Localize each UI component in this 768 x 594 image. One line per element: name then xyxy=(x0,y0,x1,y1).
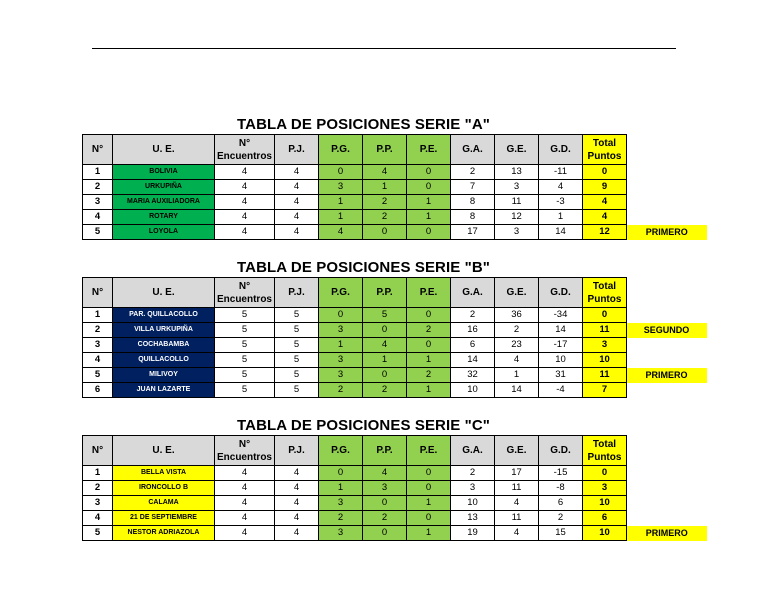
cell-n: 4 xyxy=(83,353,113,368)
table-header-row xyxy=(83,436,707,466)
cell-ga: 14 xyxy=(451,353,495,368)
cell-pe: 0 xyxy=(407,165,451,180)
cell-pg: 3 xyxy=(319,526,363,541)
table-row xyxy=(83,466,707,481)
table-row xyxy=(83,353,707,368)
cell-pe: 1 xyxy=(407,210,451,225)
cell-pg: 1 xyxy=(319,481,363,496)
cell-enc: 4 xyxy=(215,165,275,180)
cell-pg: 0 xyxy=(319,308,363,323)
cell-pp: 4 xyxy=(363,338,407,353)
top-rule xyxy=(92,48,676,49)
cell-pj: 4 xyxy=(275,210,319,225)
table-row xyxy=(83,383,707,398)
table-row xyxy=(83,368,707,383)
column-header-ue: U. E. xyxy=(113,436,215,466)
column-header-gd: G.D. xyxy=(539,436,583,466)
table-row xyxy=(83,526,707,541)
cell-pe: 1 xyxy=(407,383,451,398)
cell-ga: 7 xyxy=(451,180,495,195)
cell-gd: -17 xyxy=(539,338,583,353)
cell-gd: 14 xyxy=(539,225,583,240)
series-b-section xyxy=(82,258,722,398)
position-note xyxy=(627,496,707,511)
cell-total: 7 xyxy=(583,383,627,398)
cell-gd: 1 xyxy=(539,210,583,225)
cell-ge: 11 xyxy=(495,511,539,526)
table-row xyxy=(83,511,707,526)
cell-enc: 4 xyxy=(215,466,275,481)
cell-ue: QUILLACOLLO xyxy=(113,353,215,368)
cell-ue: BELLA VISTA xyxy=(113,466,215,481)
cell-ue: IRONCOLLO B xyxy=(113,481,215,496)
cell-enc: 4 xyxy=(215,195,275,210)
position-note xyxy=(627,165,707,180)
cell-ue: 21 DE SEPTIEMBRE xyxy=(113,511,215,526)
table-header-row xyxy=(83,135,707,165)
cell-pp: 4 xyxy=(363,466,407,481)
cell-pj: 5 xyxy=(275,323,319,338)
position-note xyxy=(627,481,707,496)
cell-gd: -4 xyxy=(539,383,583,398)
column-header-enc: N° Encuentros xyxy=(215,436,275,466)
cell-pg: 3 xyxy=(319,496,363,511)
series-c-title: TABLA DE POSICIONES SERIE "C" xyxy=(237,417,490,434)
column-header-n: N° xyxy=(83,135,113,165)
cell-n: 4 xyxy=(83,210,113,225)
cell-enc: 4 xyxy=(215,210,275,225)
cell-pe: 0 xyxy=(407,308,451,323)
cell-pe: 2 xyxy=(407,368,451,383)
series-b-title: TABLA DE POSICIONES SERIE "B" xyxy=(237,259,490,276)
table-row xyxy=(83,496,707,511)
cell-pg: 3 xyxy=(319,353,363,368)
cell-pp: 2 xyxy=(363,383,407,398)
cell-pg: 3 xyxy=(319,180,363,195)
standings-table-b xyxy=(82,277,707,398)
cell-ge: 11 xyxy=(495,481,539,496)
standings-table-a xyxy=(82,134,707,240)
cell-enc: 5 xyxy=(215,338,275,353)
cell-ga: 13 xyxy=(451,511,495,526)
column-header-total: Total Puntos xyxy=(583,135,627,165)
cell-pp: 2 xyxy=(363,210,407,225)
position-note: PRIMERO xyxy=(627,368,707,383)
cell-pe: 0 xyxy=(407,338,451,353)
cell-gd: -3 xyxy=(539,195,583,210)
cell-ge: 12 xyxy=(495,210,539,225)
column-header-pj: P.J. xyxy=(275,278,319,308)
column-header-ge: G.E. xyxy=(495,135,539,165)
cell-total: 0 xyxy=(583,466,627,481)
cell-pj: 4 xyxy=(275,526,319,541)
cell-ga: 2 xyxy=(451,308,495,323)
column-header-pj: P.J. xyxy=(275,135,319,165)
cell-ga: 6 xyxy=(451,338,495,353)
cell-n: 3 xyxy=(83,195,113,210)
cell-n: 2 xyxy=(83,323,113,338)
cell-ue: CALAMA xyxy=(113,496,215,511)
column-header-ue: U. E. xyxy=(113,135,215,165)
cell-pg: 1 xyxy=(319,195,363,210)
cell-pe: 0 xyxy=(407,466,451,481)
cell-enc: 4 xyxy=(215,496,275,511)
cell-pe: 1 xyxy=(407,526,451,541)
column-header-ga: G.A. xyxy=(451,135,495,165)
column-header-enc: N° Encuentros xyxy=(215,135,275,165)
column-header-pp: P.P. xyxy=(363,436,407,466)
position-note xyxy=(627,338,707,353)
cell-total: 6 xyxy=(583,511,627,526)
cell-pj: 5 xyxy=(275,338,319,353)
cell-ga: 8 xyxy=(451,195,495,210)
position-note xyxy=(627,511,707,526)
cell-pp: 5 xyxy=(363,308,407,323)
column-header-pe: P.E. xyxy=(407,436,451,466)
column-header-pg: P.G. xyxy=(319,278,363,308)
cell-ge: 13 xyxy=(495,165,539,180)
cell-pe: 1 xyxy=(407,496,451,511)
cell-pj: 4 xyxy=(275,180,319,195)
cell-total: 4 xyxy=(583,195,627,210)
cell-total: 11 xyxy=(583,323,627,338)
series-c-section xyxy=(82,416,722,541)
cell-ue: NESTOR ADRIAZOLA xyxy=(113,526,215,541)
position-note xyxy=(627,195,707,210)
cell-ge: 11 xyxy=(495,195,539,210)
cell-total: 0 xyxy=(583,165,627,180)
cell-ue: ROTARY xyxy=(113,210,215,225)
cell-enc: 4 xyxy=(215,481,275,496)
table-row xyxy=(83,165,707,180)
cell-ge: 23 xyxy=(495,338,539,353)
column-header-pg: P.G. xyxy=(319,135,363,165)
cell-enc: 4 xyxy=(215,526,275,541)
cell-n: 3 xyxy=(83,338,113,353)
position-note xyxy=(627,466,707,481)
cell-n: 5 xyxy=(83,225,113,240)
cell-n: 5 xyxy=(83,526,113,541)
cell-enc: 5 xyxy=(215,353,275,368)
cell-gd: 4 xyxy=(539,180,583,195)
cell-pp: 0 xyxy=(363,496,407,511)
cell-pj: 5 xyxy=(275,353,319,368)
cell-ga: 17 xyxy=(451,225,495,240)
cell-gd: 14 xyxy=(539,323,583,338)
position-note: PRIMERO xyxy=(627,526,707,541)
cell-pp: 1 xyxy=(363,353,407,368)
cell-ge: 3 xyxy=(495,180,539,195)
cell-pg: 2 xyxy=(319,511,363,526)
cell-pj: 4 xyxy=(275,496,319,511)
cell-pe: 1 xyxy=(407,353,451,368)
cell-enc: 5 xyxy=(215,308,275,323)
cell-n: 4 xyxy=(83,511,113,526)
cell-total: 10 xyxy=(583,496,627,511)
column-header-n: N° xyxy=(83,436,113,466)
column-header-ga: G.A. xyxy=(451,278,495,308)
cell-enc: 4 xyxy=(215,511,275,526)
cell-n: 1 xyxy=(83,165,113,180)
cell-total: 0 xyxy=(583,308,627,323)
position-note xyxy=(627,383,707,398)
cell-pj: 5 xyxy=(275,368,319,383)
cell-ga: 10 xyxy=(451,496,495,511)
cell-pj: 5 xyxy=(275,308,319,323)
cell-pg: 2 xyxy=(319,383,363,398)
cell-gd: 2 xyxy=(539,511,583,526)
cell-ga: 32 xyxy=(451,368,495,383)
cell-pg: 1 xyxy=(319,210,363,225)
note-header-spacer xyxy=(627,135,707,165)
cell-gd: -34 xyxy=(539,308,583,323)
cell-total: 3 xyxy=(583,338,627,353)
cell-total: 3 xyxy=(583,481,627,496)
cell-ga: 2 xyxy=(451,466,495,481)
cell-pp: 2 xyxy=(363,511,407,526)
column-header-n: N° xyxy=(83,278,113,308)
cell-total: 10 xyxy=(583,353,627,368)
cell-pe: 0 xyxy=(407,225,451,240)
column-header-pg: P.G. xyxy=(319,436,363,466)
position-note xyxy=(627,210,707,225)
cell-ge: 2 xyxy=(495,323,539,338)
table-row xyxy=(83,308,707,323)
cell-pj: 4 xyxy=(275,466,319,481)
standings-table-c xyxy=(82,435,707,541)
column-header-ge: G.E. xyxy=(495,278,539,308)
cell-ge: 17 xyxy=(495,466,539,481)
cell-pg: 0 xyxy=(319,165,363,180)
column-header-pe: P.E. xyxy=(407,135,451,165)
cell-ue: JUAN LAZARTE xyxy=(113,383,215,398)
cell-enc: 5 xyxy=(215,323,275,338)
cell-pp: 1 xyxy=(363,180,407,195)
cell-ga: 19 xyxy=(451,526,495,541)
cell-total: 11 xyxy=(583,368,627,383)
cell-pj: 4 xyxy=(275,511,319,526)
cell-ue: MILIVOY xyxy=(113,368,215,383)
column-header-ge: G.E. xyxy=(495,436,539,466)
cell-total: 4 xyxy=(583,210,627,225)
position-note xyxy=(627,180,707,195)
table-row xyxy=(83,323,707,338)
series-a-section xyxy=(82,115,722,240)
column-header-ue: U. E. xyxy=(113,278,215,308)
cell-ga: 8 xyxy=(451,210,495,225)
cell-ue: BOLIVIA xyxy=(113,165,215,180)
cell-pj: 4 xyxy=(275,225,319,240)
cell-ge: 4 xyxy=(495,526,539,541)
cell-pe: 1 xyxy=(407,195,451,210)
cell-ge: 1 xyxy=(495,368,539,383)
cell-gd: 6 xyxy=(539,496,583,511)
cell-pe: 0 xyxy=(407,481,451,496)
cell-ga: 2 xyxy=(451,165,495,180)
cell-pe: 0 xyxy=(407,180,451,195)
cell-n: 2 xyxy=(83,481,113,496)
cell-total: 12 xyxy=(583,225,627,240)
cell-ge: 36 xyxy=(495,308,539,323)
cell-pg: 3 xyxy=(319,323,363,338)
cell-pj: 4 xyxy=(275,481,319,496)
table-header-row xyxy=(83,278,707,308)
cell-n: 1 xyxy=(83,308,113,323)
cell-enc: 5 xyxy=(215,383,275,398)
note-header-spacer xyxy=(627,278,707,308)
table-row xyxy=(83,225,707,240)
column-header-pp: P.P. xyxy=(363,278,407,308)
position-note xyxy=(627,353,707,368)
cell-ue: VILLA URKUPIÑA xyxy=(113,323,215,338)
cell-ga: 10 xyxy=(451,383,495,398)
table-row xyxy=(83,338,707,353)
column-header-pp: P.P. xyxy=(363,135,407,165)
cell-ga: 16 xyxy=(451,323,495,338)
cell-pp: 0 xyxy=(363,225,407,240)
cell-gd: -11 xyxy=(539,165,583,180)
column-header-pe: P.E. xyxy=(407,278,451,308)
cell-pp: 0 xyxy=(363,526,407,541)
column-header-total: Total Puntos xyxy=(583,436,627,466)
cell-ge: 14 xyxy=(495,383,539,398)
cell-enc: 4 xyxy=(215,180,275,195)
cell-pp: 4 xyxy=(363,165,407,180)
note-header-spacer xyxy=(627,436,707,466)
cell-n: 3 xyxy=(83,496,113,511)
cell-enc: 4 xyxy=(215,225,275,240)
cell-enc: 5 xyxy=(215,368,275,383)
cell-pe: 2 xyxy=(407,323,451,338)
cell-pg: 1 xyxy=(319,338,363,353)
cell-pp: 3 xyxy=(363,481,407,496)
cell-ga: 3 xyxy=(451,481,495,496)
table-row xyxy=(83,210,707,225)
cell-pj: 4 xyxy=(275,165,319,180)
cell-ge: 4 xyxy=(495,496,539,511)
column-header-pj: P.J. xyxy=(275,436,319,466)
cell-total: 9 xyxy=(583,180,627,195)
cell-n: 5 xyxy=(83,368,113,383)
table-row xyxy=(83,481,707,496)
position-note xyxy=(627,308,707,323)
cell-pg: 3 xyxy=(319,368,363,383)
cell-pp: 2 xyxy=(363,195,407,210)
cell-gd: 31 xyxy=(539,368,583,383)
cell-gd: -15 xyxy=(539,466,583,481)
column-header-gd: G.D. xyxy=(539,135,583,165)
column-header-gd: G.D. xyxy=(539,278,583,308)
column-header-enc: N° Encuentros xyxy=(215,278,275,308)
cell-pp: 0 xyxy=(363,368,407,383)
cell-pe: 0 xyxy=(407,511,451,526)
cell-ge: 3 xyxy=(495,225,539,240)
cell-gd: 15 xyxy=(539,526,583,541)
cell-n: 1 xyxy=(83,466,113,481)
cell-ue: COCHABAMBA xyxy=(113,338,215,353)
table-row xyxy=(83,195,707,210)
cell-ue: LOYOLA xyxy=(113,225,215,240)
cell-ge: 4 xyxy=(495,353,539,368)
table-row xyxy=(83,180,707,195)
cell-n: 6 xyxy=(83,383,113,398)
cell-pp: 0 xyxy=(363,323,407,338)
cell-pg: 0 xyxy=(319,466,363,481)
cell-n: 2 xyxy=(83,180,113,195)
cell-ue: URKUPIÑA xyxy=(113,180,215,195)
cell-ue: MARIA AUXILIADORA xyxy=(113,195,215,210)
cell-pj: 5 xyxy=(275,383,319,398)
column-header-ga: G.A. xyxy=(451,436,495,466)
cell-pj: 4 xyxy=(275,195,319,210)
cell-ue: PAR. QUILLACOLLO xyxy=(113,308,215,323)
cell-gd: -8 xyxy=(539,481,583,496)
cell-gd: 10 xyxy=(539,353,583,368)
cell-pg: 4 xyxy=(319,225,363,240)
position-note: SEGUNDO xyxy=(627,323,707,338)
cell-total: 10 xyxy=(583,526,627,541)
series-a-title: TABLA DE POSICIONES SERIE "A" xyxy=(237,116,490,133)
column-header-total: Total Puntos xyxy=(583,278,627,308)
position-note: PRIMERO xyxy=(627,225,707,240)
